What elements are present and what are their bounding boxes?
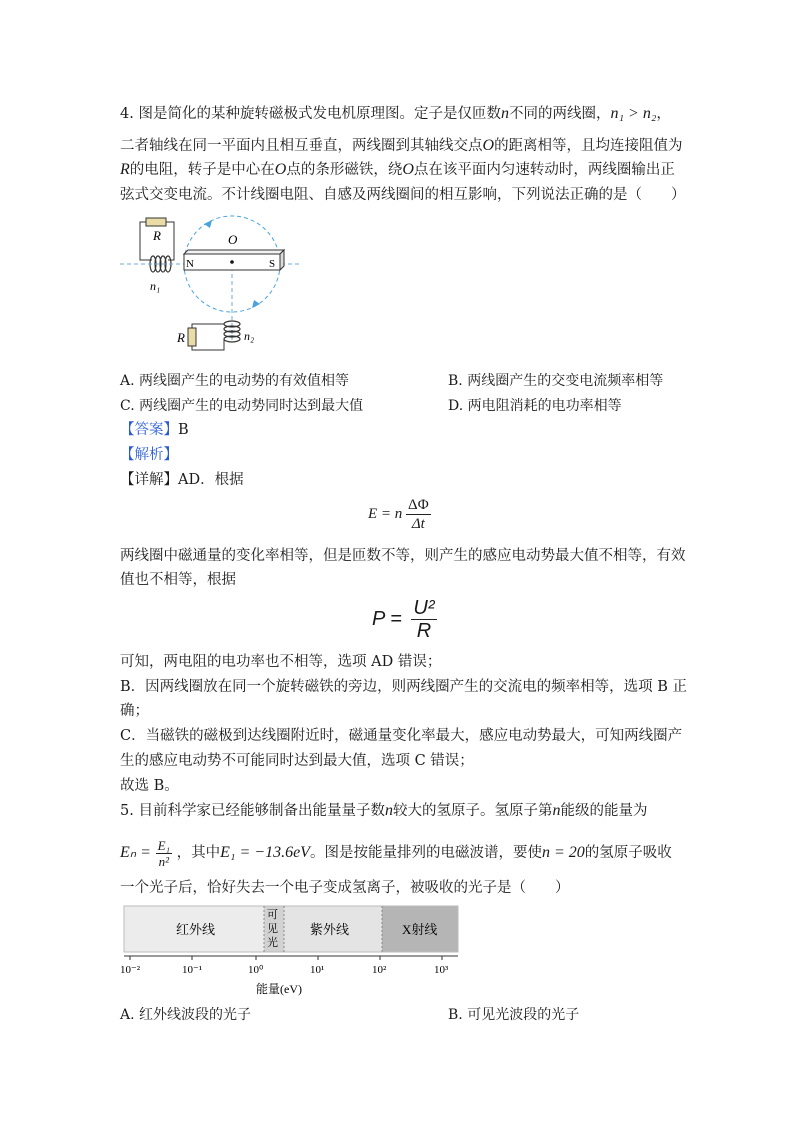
answer-line: [120, 420, 189, 440]
analysis-line: [120, 445, 178, 465]
q4-line3: R的电阻，转子是中心在O点的条形磁铁，绕O点在该平面内匀速转动时，两线圈输出正: [120, 161, 675, 178]
q5-option-b[interactable]: B. 可见光波段的光子: [448, 1007, 580, 1023]
arrow-bottom-icon: [252, 300, 260, 308]
label-R-top: R: [153, 228, 161, 243]
band-label-infrared: 红外线: [176, 922, 216, 937]
inequality: n₁ > n₂: [610, 105, 657, 122]
answer-value: B: [178, 422, 189, 438]
detail-line: 【详解】AD．根据: [120, 472, 244, 488]
q4-option-d[interactable]: D. 两电阻消耗的电功率相等: [448, 398, 622, 414]
svg-text:见: 见: [267, 923, 278, 935]
axis-label: 能量(eV): [256, 982, 302, 996]
arrow-top-icon: [204, 220, 212, 228]
energy-formula-frac: $\frac{\text{E₁}}{\text{n²}}$: [157, 837, 171, 869]
var-n: n: [500, 105, 509, 122]
energy-formula-lhs: Eₙ =: [120, 844, 151, 861]
formula-emf: E = n $\frac{\Delta\Phi}{\Delta t}$: [368, 497, 429, 532]
q4-line1: 4. 图是简化的某种旋转磁极式发电机原理图。定子是仅匝数n不同的两线圈，n₁ > n₂，: [120, 105, 671, 122]
q4-option-b[interactable]: B. 两线圈产生的交变电流频率相等: [448, 373, 664, 389]
svg-text:光: 光: [267, 937, 278, 949]
tick-label: 10⁰: [248, 964, 264, 976]
q4-line4: 弦式交变电流。不计线圈电阻、自感及两线圈间的相互影响，下列说法正确的是（ ）: [120, 187, 686, 203]
e1-value: E₁ = −13.6eV: [220, 844, 310, 861]
tick-label: 10¹: [310, 964, 325, 976]
q4-option-a[interactable]: A. 两线圈产生的电动势的有效值相等: [120, 373, 350, 389]
q5-line2: Eₙ = $\frac{\text{E₁}}{\text{n²}}$ ，其中E₁ = −13.6eV。图是按能量排列的电磁波谱，要使n = 20的氢原子吸收: [120, 837, 672, 869]
band-label-ultraviolet: 紫外线: [310, 922, 350, 937]
q4-line2: 二者轴线在同一平面内且相互垂直，两线圈到其轴线交点O的距离相等，且均连接阻值为: [120, 137, 683, 154]
coil-n1-icon: [150, 256, 171, 272]
q4-option-c[interactable]: C. 两线圈产生的电动势同时达到最大值: [120, 398, 364, 414]
resistor-bottom-icon: [188, 328, 196, 346]
generator-figure: [120, 212, 300, 362]
exp-line5: 确；: [120, 703, 149, 719]
label-n1: n₁: [150, 279, 161, 293]
q5-option-a[interactable]: A. 红外线波段的光子: [120, 1007, 252, 1023]
analysis-tag: 【解析】: [120, 447, 178, 463]
tick-label: 10⁻²: [120, 964, 141, 976]
exp-line1: 两线圈中磁通量的变化率相等，但是匝数不等，则产生的感应电动势最大值不相等，有效: [120, 548, 686, 564]
label-n2: n₂: [244, 329, 255, 343]
answer-tag: 【答案】: [120, 422, 178, 438]
label-R-bottom: R: [177, 330, 185, 345]
q5-line1: 5. 目前科学家已经能够制备出能量量子数n较大的氢原子。氢原子第n能级的能量为: [120, 802, 648, 819]
exp-line8: 故选 B。: [120, 778, 179, 794]
exp-line4: B．因两线圈放在同一个旋转磁铁的旁边，则两线圈产生的交流电的频率相等，选项 B 正: [120, 679, 688, 695]
tick-label: 10²: [372, 964, 387, 976]
exp-line7: 生的感应电动势不可能同时达到最大值，选项 C 错误；: [120, 753, 474, 769]
exp-line2: 值也不相等，根据: [120, 572, 236, 588]
exp-line3: 可知，两电阻的电功率也不相等，选项 AD 错误；: [120, 654, 442, 670]
label-S: S: [269, 258, 276, 270]
band-label-xray: X射线: [402, 922, 438, 937]
label-O: O: [228, 232, 238, 247]
tick-label: 10³: [434, 964, 449, 976]
label-N: N: [186, 258, 194, 270]
formula-power: P = $\frac{\text{U²}}{R}$: [372, 597, 435, 642]
exp-line6: C．当磁铁的磁极到达线圈附近时，磁通量变化率最大，感应电动势最大，可知两线圈产: [120, 728, 683, 744]
detail-tag: 【详解】: [120, 472, 178, 488]
tick-label: 10⁻¹: [182, 964, 203, 976]
band-label-visible: 可: [267, 909, 278, 921]
spectrum-figure: [118, 900, 468, 1000]
q5-line3: 一个光子后，恰好失去一个电子变成氢离子，被吸收的光子是（ ）: [120, 880, 570, 896]
resistor-top-icon: [146, 218, 166, 226]
n-equals-20: n = 20: [541, 844, 585, 861]
